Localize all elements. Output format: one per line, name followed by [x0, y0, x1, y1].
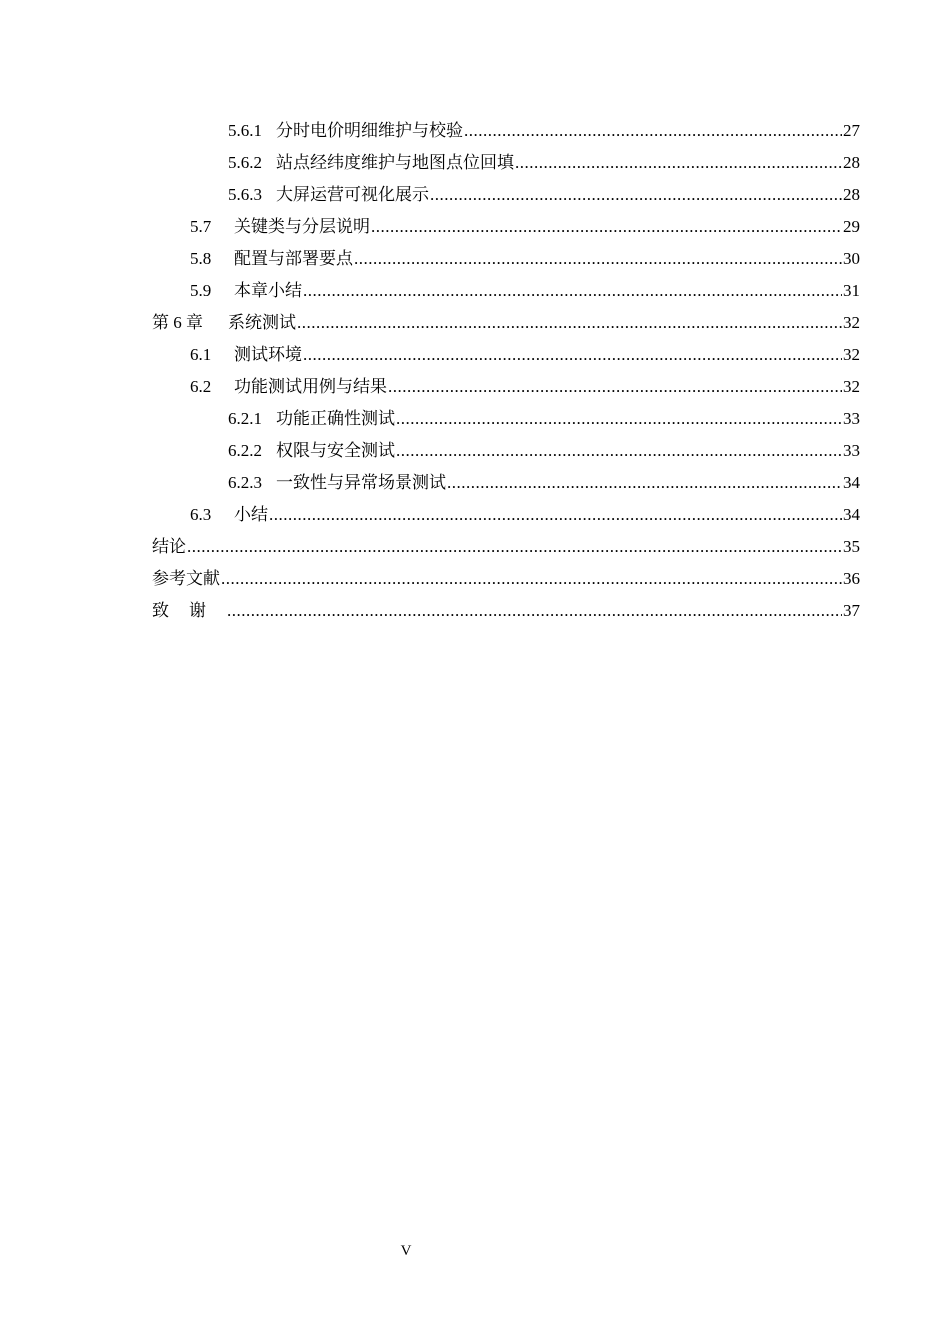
toc-entry-number: 5.6.3	[228, 185, 262, 204]
toc-dot-leader	[303, 339, 842, 371]
toc-entry-page: 28	[843, 185, 860, 204]
toc-entry-page: 32	[843, 313, 860, 332]
toc-entry[interactable]	[152, 339, 860, 371]
table-of-contents	[152, 115, 860, 627]
toc-entry[interactable]	[152, 211, 860, 243]
page-number: V	[400, 1243, 412, 1259]
toc-entry-title: 功能正确性测试	[276, 409, 395, 429]
toc-entry-page: 28	[843, 153, 860, 172]
toc-entry-page: 32	[843, 345, 860, 364]
toc-entry-title: 关键类与分层说明	[234, 217, 370, 237]
toc-dot-leader	[297, 307, 842, 339]
toc-entry-number: 5.6.1	[228, 121, 262, 140]
toc-dot-leader	[515, 147, 842, 179]
toc-dot-leader	[388, 371, 842, 403]
toc-entry-acknowledgements[interactable]	[152, 595, 860, 627]
toc-entry-title: 大屏运营可视化展示	[276, 185, 429, 205]
toc-entry-number: 5.6.2	[228, 153, 262, 172]
toc-entry-number: 5.8	[190, 249, 212, 268]
toc-entry[interactable]	[152, 403, 860, 435]
toc-dot-leader	[371, 211, 842, 243]
toc-entry-title: 系统测试	[228, 313, 296, 333]
toc-entry-page: 37	[843, 601, 860, 620]
toc-entry-title: 小结	[234, 505, 268, 525]
toc-entry-number: 6.1	[190, 345, 212, 364]
toc-entry-page: 36	[843, 569, 860, 588]
toc-entry[interactable]	[152, 371, 860, 403]
toc-entry-number: 6.2.1	[228, 409, 262, 428]
toc-entry-title: 分时电价明细维护与校验	[276, 121, 463, 141]
toc-entry-page: 34	[843, 505, 860, 524]
toc-dot-leader	[430, 179, 842, 211]
toc-entry-number: 6.3	[190, 505, 212, 524]
toc-entry-page: 30	[843, 249, 860, 268]
toc-entry-number: 5.7	[190, 217, 212, 236]
toc-entry-conclusion[interactable]	[152, 531, 860, 563]
toc-dot-leader	[303, 275, 842, 307]
toc-entry[interactable]	[152, 179, 860, 211]
toc-entry-page: 32	[843, 377, 860, 396]
toc-dot-leader	[227, 595, 842, 627]
toc-dot-leader	[447, 467, 842, 499]
toc-entry[interactable]	[152, 435, 860, 467]
toc-entry-title: 测试环境	[234, 345, 302, 365]
toc-entry[interactable]	[152, 243, 860, 275]
toc-entry-number: 第 6 章	[152, 313, 203, 332]
toc-dot-leader	[464, 115, 842, 147]
toc-entry[interactable]	[152, 275, 860, 307]
toc-dot-leader	[396, 403, 842, 435]
toc-entry[interactable]	[152, 147, 860, 179]
toc-entry-page: 31	[843, 281, 860, 300]
toc-entry-number: 6.2.3	[228, 473, 262, 492]
toc-entry-title: 一致性与异常场景测试	[276, 473, 446, 493]
toc-entry-page: 35	[843, 537, 860, 556]
toc-entry-title: 站点经纬度维护与地图点位回填	[276, 153, 514, 173]
toc-entry-number: 5.9	[190, 281, 212, 300]
toc-entry-title: 致谢	[152, 601, 226, 621]
toc-entry[interactable]	[152, 467, 860, 499]
toc-dot-leader	[221, 563, 842, 595]
toc-entry-number: 6.2.2	[228, 441, 262, 460]
toc-entry-title: 配置与部署要点	[234, 249, 353, 269]
toc-entry[interactable]	[152, 499, 860, 531]
toc-entry-page: 29	[843, 217, 860, 236]
toc-entry-page: 34	[843, 473, 860, 492]
toc-entry[interactable]	[152, 115, 860, 147]
toc-entry-title: 本章小结	[234, 281, 302, 301]
toc-entry-title: 功能测试用例与结果	[234, 377, 387, 397]
toc-entry-title: 参考文献	[152, 569, 220, 589]
toc-entry-title: 结论	[152, 537, 186, 557]
toc-entry-chapter[interactable]	[152, 307, 860, 339]
toc-entry-number: 6.2	[190, 377, 212, 396]
toc-dot-leader	[269, 499, 842, 531]
toc-dot-leader	[396, 435, 842, 467]
toc-entry-page: 33	[843, 409, 860, 428]
toc-dot-leader	[187, 531, 842, 563]
toc-entry-page: 33	[843, 441, 860, 460]
toc-entry-page: 27	[843, 121, 860, 140]
toc-entry-title: 权限与安全测试	[276, 441, 395, 461]
toc-entry-references[interactable]	[152, 563, 860, 595]
toc-dot-leader	[354, 243, 842, 275]
